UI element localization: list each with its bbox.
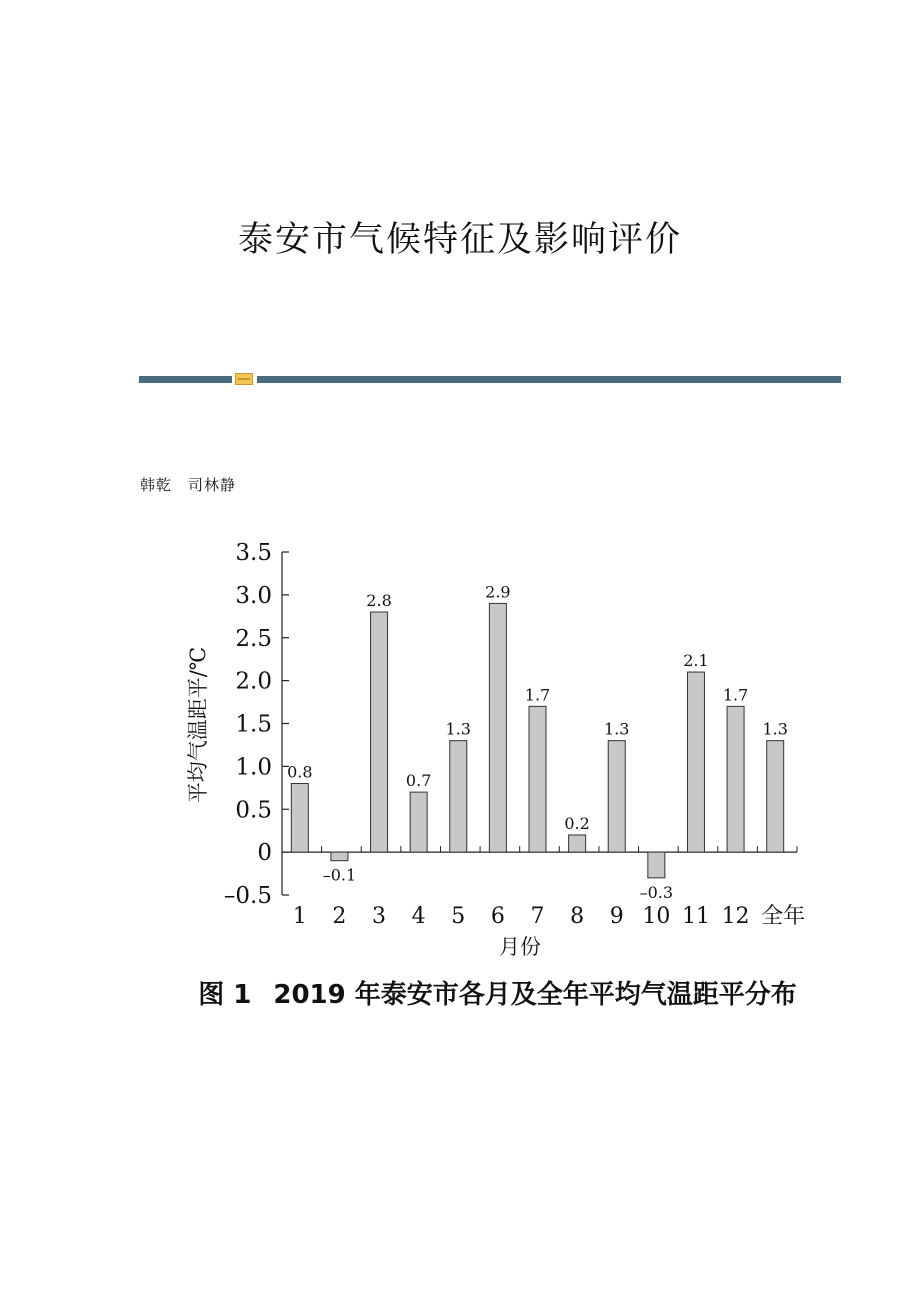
temperature-anomaly-chart bbox=[180, 530, 830, 970]
y-tick-label: 0.5 bbox=[235, 797, 272, 824]
y-tick-label: –0.5 bbox=[223, 883, 272, 909]
bar bbox=[767, 741, 784, 852]
x-tick-label: 全年 bbox=[761, 904, 806, 929]
bar bbox=[687, 672, 704, 852]
y-tick-label: 3.0 bbox=[235, 582, 272, 609]
x-tick-label: 10 bbox=[642, 904, 671, 929]
bar bbox=[371, 612, 388, 852]
bar bbox=[489, 603, 506, 852]
x-tick-label: 12 bbox=[721, 904, 750, 929]
x-tick-label: 8 bbox=[570, 904, 585, 929]
y-tick-label: 1.5 bbox=[235, 711, 272, 738]
x-tick-label: 1 bbox=[292, 904, 307, 929]
bar-value-label: 2.1 bbox=[683, 651, 709, 671]
x-tick-label: 5 bbox=[451, 904, 466, 929]
bar-value-label: 1.3 bbox=[445, 719, 471, 739]
bar-value-label: 2.8 bbox=[366, 591, 392, 611]
bar bbox=[410, 792, 427, 852]
bar-value-label: 1.3 bbox=[762, 719, 788, 739]
y-tick-label: 1.0 bbox=[235, 754, 272, 781]
bar bbox=[727, 706, 744, 852]
x-tick-label: 11 bbox=[681, 904, 710, 929]
figure-number: 图 1 bbox=[198, 980, 252, 1010]
bar-value-label: 0.7 bbox=[405, 771, 432, 791]
bar-value-label: 1.3 bbox=[604, 719, 630, 739]
y-axis-label: 平均气温距平/℃ bbox=[186, 646, 210, 804]
y-tick-label: 2.0 bbox=[235, 668, 272, 695]
bar-value-label: –0.3 bbox=[639, 882, 674, 902]
bar bbox=[648, 852, 665, 878]
document-title: 泰安市气候特征及影响评价 bbox=[237, 220, 682, 260]
bar bbox=[529, 706, 546, 852]
figure-caption bbox=[0, 974, 920, 1011]
divider-right-segment bbox=[257, 376, 841, 383]
divider-left-segment bbox=[139, 376, 232, 383]
y-tick-label: 2.5 bbox=[235, 625, 272, 652]
bar bbox=[291, 784, 308, 853]
bar-value-label: 1.7 bbox=[524, 685, 551, 705]
bar bbox=[569, 835, 586, 852]
title-divider bbox=[139, 373, 841, 385]
x-tick-label: 9 bbox=[609, 904, 624, 929]
bar bbox=[331, 852, 348, 861]
bar-value-label: 0.8 bbox=[287, 762, 313, 782]
bar-value-label: 0.2 bbox=[564, 813, 590, 833]
x-tick-label: 4 bbox=[411, 904, 426, 929]
bar bbox=[608, 741, 625, 852]
x-tick-label: 2 bbox=[332, 904, 347, 929]
bar-value-label: 1.7 bbox=[722, 685, 749, 705]
bar-value-label: 2.9 bbox=[485, 582, 511, 602]
bar bbox=[450, 741, 467, 852]
y-tick-label: 0 bbox=[257, 840, 272, 867]
x-tick-label: 6 bbox=[490, 904, 505, 929]
x-tick-label: 3 bbox=[372, 904, 387, 929]
bar-value-label: –0.1 bbox=[322, 865, 357, 885]
x-axis-label: 月份 bbox=[499, 935, 541, 959]
x-tick-label: 7 bbox=[530, 904, 545, 929]
figure-caption-text: 2019 年泰安市各月及全年平均气温距平分布 bbox=[273, 980, 797, 1010]
y-tick-label: 3.5 bbox=[235, 540, 272, 566]
author-line: 韩乾 司林静 bbox=[140, 476, 237, 494]
divider-ornament-icon bbox=[235, 373, 253, 385]
